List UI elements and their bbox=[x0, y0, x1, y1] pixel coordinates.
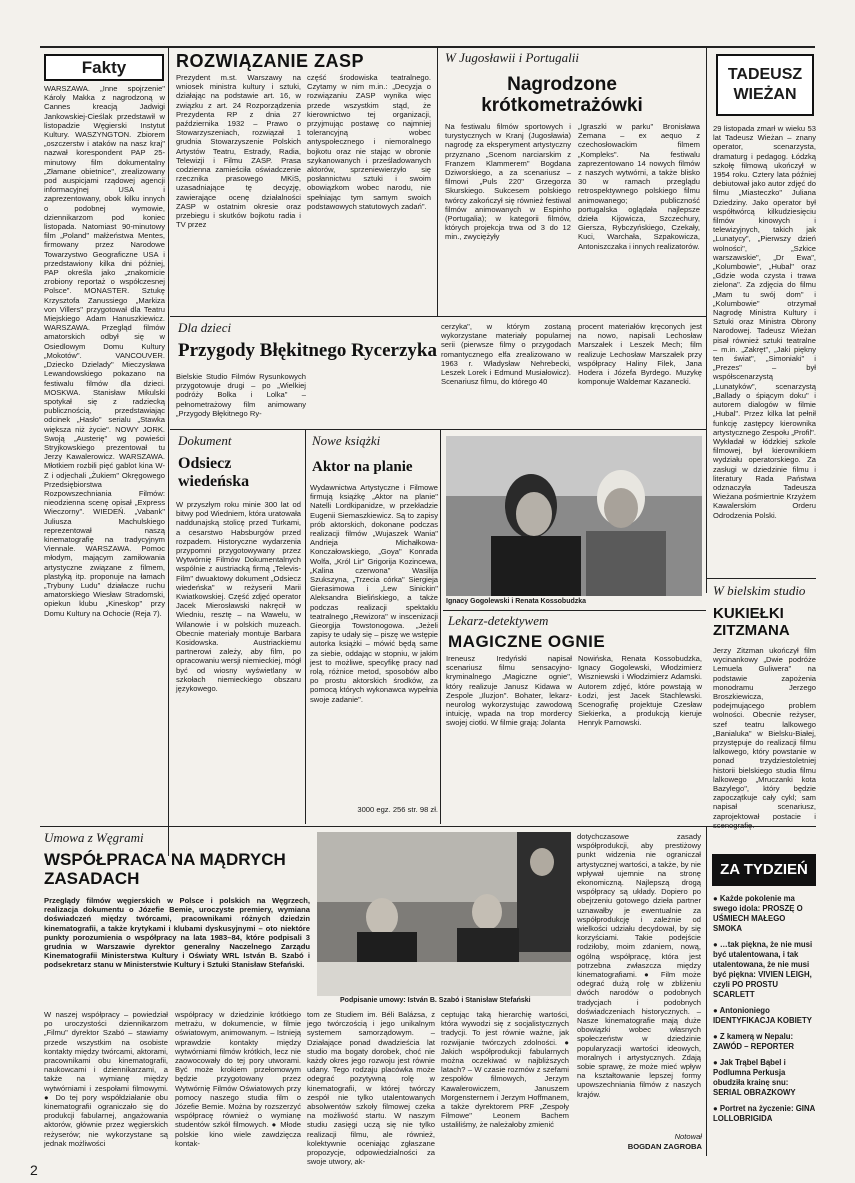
magiczne-col2: Nowińska, Renata Kossobudzka, Ignacy Gogolewski, Włodzimierz Wiszniewski i Włodzimierz Adamski. Autorem zdjęć, które powstają w Łodzi, jest Jacek Stachlewski. Scenografię projektuje Czesław Siekierka, a produkcją kieruje Henryk Parnowski. bbox=[578, 654, 702, 728]
dzieci-col2: cerzyka", w którym zostaną wykorzystane materiały popularnej serii (pierwsze filmy o przygodach romantycznego elfa zrealizowano w 1963 r. Władysław Nehrebecki, Leszek Lorek i Edmund Musiałowicz). Scenariusz filmu, do którego 40 bbox=[441, 322, 571, 387]
dzieci-kicker: Dla dzieci bbox=[178, 320, 232, 335]
fakty-heading: Fakty bbox=[44, 54, 164, 81]
tydzien-item: ● …tak piękna, że nie musi być utalentowana, i tak utalentowana, że nie musi być piękna: VIVIEN LEIGH, czyli PO PROSTU SCARLETT bbox=[713, 940, 813, 999]
wegry-col4: ceptując taką hierarchię wartości, która wywodzi się z socjalistycznych tradycji. To jest równie ważne, jak rozwijanie twórczych zdolności. ● Jakich współprodukcji fabularnych można oczekiwać w najbliższych latach? – W czasie rozmów z szefami zespołów filmowych, Jerzym Kawalerowiczem, Januszem Morgensternem i Jerzym Hoffmanem, a także dyrektorem PRF „Zespoły Filmowe" Leonem Bachem ustaliliśmy, że należałoby zmienić bbox=[441, 1010, 569, 1130]
odsiecz-kicker: Dokument bbox=[178, 433, 232, 448]
column-rule bbox=[440, 430, 441, 824]
dzieci-col3: procent materiałów kręconych jest na nowo, napisali Lechosław Marszałek i Leszek Mech; film realizuje Lechosław Marszałek przy współpracy Haliny Filek, Jana Hodera i Józefa Byrdego. Muzykę komponuje Waldemar Kazanecki. bbox=[578, 322, 702, 387]
wiezan-title: TADEUSZ WIEŻAN bbox=[716, 54, 814, 116]
wegry-col5: dotychczasowe zasady współprodukcji, aby prestiżowy punkt widzenia nie ograniczał artystycznej wartości, a także, by nie wpływał ujemnie na stronę ekonomiczną. Najlepszą drogą współpracy są układy. Dopiero po obejrzeniu gotowego dzieła partner uznawałby je ewentualnie za współprodukcję i zależnie od wielkości udziału decydował, by się korzyściami. Takie podejście rodziłoby, moim zdaniem, nową, ogólną współpracę, która jest potrzebna zwłaszcza między kinematografiami. ● Film może odegrać dużą rolę w zbliżeniu dwóch narodów o podobnych tradycjach i podobnych doświadczeniach historycznych. – Nasze kinematografie mają duże obowiązki wobec własnych społeczeństw w dziedzinie popularyzacji wartości ideowych, moralnych i artystycznych. Zdają sobie sprawę, że może mieć wpływ na kształtowanie lepszej formy upowszechniania filmów z naszych krajów. bbox=[577, 832, 701, 1099]
jugoslawia-kicker: W Jugosławii i Portugalii bbox=[445, 50, 579, 65]
wegry-kicker: Umowa z Węgrami bbox=[44, 830, 144, 845]
dzieci-title: Przygody Błękitnego Rycerzyka bbox=[178, 340, 437, 361]
section-rule bbox=[706, 578, 816, 579]
tydzien-item-text: …tak piękna, że nie musi być utalentowana, i tak utalentowana, że nie musi być piękna: VIVIEN LEIGH, czyli PO PROSTU SCARLETT bbox=[713, 940, 813, 999]
section-rule bbox=[443, 610, 706, 611]
tydzien-item: ● Z kamerą w Nepalu: ZAWÓD – REPORTER bbox=[713, 1032, 795, 1051]
page-number: 2 bbox=[30, 1162, 38, 1178]
magiczne-col1: Ireneusz Iredyński napisał scenariusz filmu sensacyjno-kryminalnego „Magiczne ognie", który realizuje Janusz Kidawa w Zespole „Iluzjon". Bohater, lekarz-neurolog wykorzystując zawodową intuicję, wpada na trop mordercy swojej ciotki. W filmie grają: Jolanta bbox=[446, 654, 572, 728]
tydzien-item: ● Portret na życzenie: GINA LOLLOBRIGIDA bbox=[713, 1104, 815, 1123]
tydzien-heading: ZA TYDZIEŃ bbox=[712, 854, 816, 886]
wegry-title: WSPÓŁPRACA NA MĄDRYCH ZASADACH bbox=[44, 850, 286, 888]
wegry-col1: W naszej współpracy – powiedział po uroczystości dziennikarzom „Filmu" dyrektor Szabó – stawiamy przede wszystkim na osobiste kontakty między twórcami, aktorami, pracownikami obu kinematografii, naukowcami i dziennikarzami, a także na wymianę między wytwórniami i zespołami filmowymi. ● Do tej pory współdziałanie obu kinematografii ograniczało się do produkcji fabularnej, angażowania aktorów, głównie przez węgierskich reżyserów; nie wykorzystane są jednak możliwości bbox=[44, 1010, 168, 1148]
wegry-col3: tom ze Studiem im. Béli Balázsa, z jego twórczością i jego unikalnym systemem samorządowym. – Działające ponad dwadzieścia lat studio ma bogaty dorobek, choć nie każdy okres jego rozwoju jest równie udany. Tego rodzaju placówka może odegrać pozytywną rolę w kinematografii, w której twórczy zespół nie tylko utalentowanych absolwentów szkoły filmowej czeka na możliwość startu. W naszym studiu zasięgi uczą się nie tylko realizacji filmu, ale również, kolektywnie oceniając zgłaszane propozycje, odpowiedzialności za swoje utwory, ak- bbox=[307, 1010, 435, 1167]
column-rule bbox=[305, 430, 306, 824]
tydzien-item-text: Każde pokolenie ma swego idola: PROSZĘ O UŚMIECH MAŁEGO SMOKA bbox=[713, 894, 803, 933]
aktor-title: Aktor na planie bbox=[312, 459, 413, 475]
aktor-text: Wydawnictwa Artystyczne i Filmowe firmują książkę „Aktor na planie" Natelli Lordkipanidze, w przekładzie Eugenii Siemaszkiewicz. Są to zapisy prób aktorskich, dokonane podczas realizacji filmów „Wujaszek Wania" Andrieja Michałkowa-Konczałowskiego, „Goya" Konrada Wolfa, „Król Lir" Grigorija Kozincewa, „Kalina czerwona" Wasilija Szukszyna, „Trzecia córka" Siergieja Gierasimowa i „Lew Sinickin" Aleksandra Bielińskiego, a także podczas realizacji spektaklu teatralnego „Rewizora" w inscenizacji Gieorgija Towstonogowa. „Jeżeli zapisy te udały się – piszę we wstępie autorka książki – mówić będą same za siebie, oddając w stopniu, w jakim jest to możliwe, specyfikę pracy nad rolą, różnice metod, sposobów albo po prostu aktorskich środków, za pomocą których wykonawca wypełnia swoje zadanie". bbox=[310, 483, 438, 704]
signing-photo-caption: Podpisanie umowy: István B. Szabó i Stanisław Stefański bbox=[340, 997, 531, 1004]
tydzien-item-text: Z kamerą w Nepalu: ZAWÓD – REPORTER bbox=[713, 1032, 795, 1051]
magiczne-title: MAGICZNE OGNIE bbox=[448, 632, 606, 651]
bielsko-title: KUKIEŁKI ZITZMANA bbox=[713, 605, 790, 639]
signing-photo bbox=[317, 832, 571, 996]
signature-name: BOGDAN ZAGROBA bbox=[627, 1142, 702, 1151]
bielsko-text: Jerzy Zitzman ukończył film wycinankowy „Dwie podróże Lemuela Guliwera" na podstawie zapożenia monodramu Jerzego Broszkiewicza, podejmującego problem wolności. Obecnie reżyser, szef teatru lalkowego „Banialuka" w Bielsku-Białej, przystępuje do realizacji filmu lalkowego, który powstanie w ponad trzydziestoletniej historii bielskiego studia filmu lalkowego „Mruczanki kota Bazylego", który będzie zapoczątkuje cały cykl; sam napisał scenariusz, zaprojektował postacie i bbox=[713, 646, 816, 821]
zasp-col2: część środowiska teatralnego. Czytamy w nim m.in.: „Decyzja o rozwiązaniu ZASP wynika więc przede wszystkim stąd, że kierownictwo tej organizacji, przyjmując postawę co najmniej tolerancyjną wobec antyspołecznego i niemoralnego bojkotu oraz nie stając w obronie szykanowanych i prześladowanych aktorów, sprzeniewierzyło się posłannictwu sztuki i swoim obowiązkom wobec narodu, nie spełniając tym samym swoich podstawowych statutowych zadań". bbox=[307, 73, 431, 211]
tydzien-item: ● Antonioniego IDENTYFIKACJA KOBIETY bbox=[713, 1006, 812, 1025]
column-rule bbox=[706, 48, 707, 593]
fakty-text: WARSZAWA. „Inne spojrzenie" Károly Makka z nagrodzoną w Cannes kreacją Jadwigi Jankowskiej-Cieślak przedstawił w listopadzie Węgierski Instytut Kultury. WASZYNGTON. Zbiorem „oszczerstw i ataków na nasz kraj" nazwał korespondent PAP 25-minutowy film dokumentalny „Złamane obietnice", zrealizowany pod auspicjami rządowej agencji informacyjnej USA i zaprezentowany, obok kilku innych o podobnej wymowie, dziennikarzom pod koniec listopada. Natomiast 90-minutowy film „Poland" małżeństwa Mentes, firmowany przez Narodowe Towarzystwo Geograficzne USA i przedstawiony kilka dni później, PAP określa jako „znakomicie zrobiony reportaż o współczesnej Polsce". MONASTER. Sztukę Krzysztofa Zanussiego „Markiza von Villers" przygotował dla Teatru Miejskiego Adam Hanuszkiewicz. WARSZAWA. Przegląd filmów amatorskich odbył się w Osiedlowym Domu Kultury „Mokotów". VANCOUVER. „Dziecko Dzielady" Mieczysława Lewandowskiego pokazano na festiwalu filmów dla dzieci. MOSKWA. Stanisław Mikulski spotykał się z radziecką publicznością, przedstawiając odcinek „Hasło" serialu „Stawka większa niż życie". NOWY JORK. Swoją „Austerię" wg powieści Stryjkowskiego prezentował tu Jerzy Kawalerowicz. WARSZAWA. Młotkiem rozbili pięć gablot kina W-Z i odjechali „Żukiem" Okręgowego Przedsiębiorstwa Rozpowszechniania Filmów: nieodzienna scenę opisał „Express Wieczorny". WIEDEŃ. „Vabank" Juliusza Machulskiego reprezentował naszą kinematografię na tradycyjnym Viennale. WARSZAWA. Pomoc młodym, mającym zamiłowania artystyczne związane z filmem, plastyką itp. proponuje na łamach „Trybuny Ludu" działacze ruchu amatorskiego Wiesław Stradomski, opiekun klubu „Kineskop" przy Domu Kultury na Ochocie (Reja 7). bbox=[44, 84, 165, 618]
top-rule bbox=[40, 46, 815, 48]
wiezan-text: 29 listopada zmarł w wieku 53 lat Tadeusz Wieżan – znany operator, scenarzysta, dramaturg i pedagog. Łódzką szkołę filmową ukończył w 1954 roku. Cztery lata później debiutował jako autor zdjęć do filmu „Miasteczko" Juliana Dziedziny. Jako operator był współtwórcą kilkudziesięciu filmów kinowych i telewizyjnych, takich jak „Lunatycy", „Pierwszy dzień wolności", „Szkice warszawskie", „Dr Ewa", „Kolumbowie", „Hubal" oraz „Gdzie woda czysta i trawa zielona". Za zdjęcia do filmu „Mam tu swój dom" i „Kolumbowie" otrzymał Nagrodę Ministra Kultury i Sztuki oraz Ministra Obrony Narodowej. Tadeusz Wieżan pisał również sztuki teatralne – m.in. „Zakręt", „Jaki piękny ten świat", „Simoniaki" i „Prezes" – był współscenarzystą „Lunatyków", scenarzystą „Ballady o śpiącym doku" i autorem dialogów w filmie „Hubal". Przez kilka lat pełnił funkcję zastępcy kierownika artystycznego Zespołu „Profil". Wykładał w łódzkiej szkole filmowej, był kierownikiem wydziału operatorskiego. Za zasługi w dziedzinie filmu i literatury Rada Państwa odznaczyła Tadeusza Wieżana pośmiertnie Krzyżem Kawalerskim Orderu Odrodzenia Polski. bbox=[713, 124, 816, 520]
jugoslawia-title: Nagrodzone krótkometrażówki bbox=[481, 74, 643, 116]
jugoslawia-col1: Na festiwalu filmów sportowych i turystycznych w Kranj (Jugosławia) nagrodę za eksperyment artystyczny przyznano „Scenom narciarskim z Franzem Klammerem" Bogdana Dziworskiego, a za scenariusz – filmowi „Puls 220" Grzegorza Skurskiego. Sukcesem polskiego twórcy zakończył się również festiwal filmów animowanych w Espinho (Portugalia); w kategorii filmów, których projekcja trwa od 3 do 12 min., zwyciężyły bbox=[445, 122, 571, 242]
jugoslawia-col2: „Igraszki w parku" Bronisława Zemana – ex aequo z czechosłowackim filmem „Kompleks". Na festiwalu zaprezentowano 14 nowych filmów z naszych wytwórni, a także blisko 30 w ramach przeglądu retrospektywnego polskiego filmu animowanego; publiczność portugalska oglądała najlepsze dzieła Kijowicza, Szczechury, Giersza, Rybczyńskiego, Czekały, Kuci, Warchała, Szpakowicza, Antoniszczaka i innych realizatorów. bbox=[578, 122, 700, 251]
magiczne-kicker: Lekarz-detektywem bbox=[448, 613, 549, 628]
wegry-col2: współpracy w dziedzinie krótkiego metrażu, w dokumencie, w filmie oświatowym, animowanym. – Istnieją wprawdzie kontakty między wytwórniami filmów krótkich, lecz nie zaowocowały do tej pory utworami. Być może krokiem przełomowym będzie przygotowany przez Wytwórnię Filmów Oświatowych przy pomocy naszego studia film o Józefie Bemie. Można by rozszerzyć współpracę również o wymianę studentów szkół filmowych. ● Młode polskie kino wiele zawdzięcza kontak- bbox=[175, 1010, 301, 1148]
section-rule bbox=[170, 316, 706, 317]
zasp-title: ROZWIĄZANIE ZASP bbox=[176, 51, 364, 71]
column-rule bbox=[437, 48, 438, 316]
column-rule bbox=[706, 826, 707, 1156]
dzieci-col1: Bielskie Studio Filmów Rysunkowych przygotowuje drugi – po „Wielkiej podróży Bolka i Lolka" – pełnometrażowy film animowany „Przygody Błękitnego Ry- bbox=[176, 372, 306, 418]
actors-photo-caption: Ignacy Gogolewski i Renata Kossobudzka bbox=[446, 598, 587, 605]
section-rule bbox=[40, 826, 816, 827]
wegry-lead: Przeglądy filmów węgierskich w Polsce i polskich na Węgrzech, realizacja dokumentu o Józefie Bemie, uroczyste premiery, wymiana doświadczeń między twórcami, pracownikami różnych dziedzin kinematografii, a także krytykami i klubami dyskusyjnymi – oto niektóre punkty porozumienia o współpracy na lata 1983–84, które podpisali 3 grudnia w Warszawie dyrektor generalny Naczelnego Zarządu Kinematografii Ministerstwa Kultury i Oświaty WRL István B. Szabó i podsekretarz stanu w Ministerstwie Kultury i Sztuki Stanisław Stefański. bbox=[44, 896, 310, 970]
odsiecz-text: W przyszłym roku minie 300 lat od bitwy pod Wiedniem, która uratowała naddunajską stolicę przed Turkami, a cesarstwo Habsburgów przed rozpadem. Historyczne wydarzenia przypomni przygotowywany przez Wytwórnię Filmów Dokumentalnych wspólnie z austriacką firmą „Televis-Film" dwuaktowy dokument „Odsiecz wiedeńska" w reżyserii Marii Kwiatkowskiej. Część zdjęć operator Jacek Mierosławski nakręcił w Wiedniu, resztę – na Wawelu, w Wilanowie i w polskich muzeach. Obecnie materiały montuje Barbara Kosidowska. Austriackiemu partnerowi zależy, aby film, po opracowaniu wersji niemieckiej, mógł być od wiosny wyświetlany w szkołach niemieckiego obszaru językowego. bbox=[176, 500, 301, 694]
zasp-col1: Prezydent m.st. Warszawy na wniosek ministra kultury i sztuki, działając na podstawie art. 16, w związku z art. 24 Rozporządzenia Prezydenta RP z dnia 27 października 1932 – Prawo o Stowarzyszeniach, rozwiązał 1 grudnia Stowarzyszenie Polskich Artystów Teatru, Estrady, Radia, Telewizji i Filmu ZASP. Prasa codzienna zamieściła oświadczenie rzecznika prasowego MKiS, uzasadniające tę decyzję, zawierające ocenę działalności ZASP w ostatnim okresie oraz przebiegu i skutków bojkotu radia i TV przez bbox=[176, 73, 301, 230]
tydzien-list bbox=[713, 894, 816, 1156]
tydzien-item: ● Jak Trąbel Bąbel i Podlumna Perkusja obudziła krainę snu: SERIAL OBRAZKOWY bbox=[713, 1058, 796, 1097]
aktor-kicker: Nowe książki bbox=[312, 433, 381, 448]
aktor-footer: 3000 egz. 256 str. 98 zł. bbox=[357, 805, 438, 814]
bielsko-kicker: W bielskim studio bbox=[713, 583, 806, 598]
actors-photo bbox=[446, 436, 702, 596]
tydzien-item-text: Jak Trąbel Bąbel i Podlumna Perkusja obudziła krainę snu: SERIAL OBRAZKOWY bbox=[713, 1058, 796, 1097]
tydzien-item-text: Antonioniego IDENTYFIKACJA KOBIETY bbox=[713, 1006, 812, 1025]
tydzien-item-text: Portret na życzenie: GINA LOLLOBRIGIDA bbox=[713, 1104, 815, 1123]
odsiecz-title: Odsiecz wiedeńska bbox=[178, 455, 250, 490]
section-rule bbox=[170, 429, 706, 430]
column-rule bbox=[168, 48, 169, 856]
signature-label: Notował bbox=[674, 1132, 702, 1141]
tydzien-item: ● Każde pokolenie ma swego idola: PROSZĘ O UŚMIECH MAŁEGO SMOKA bbox=[713, 894, 803, 933]
dzieci-col1b bbox=[312, 372, 436, 424]
